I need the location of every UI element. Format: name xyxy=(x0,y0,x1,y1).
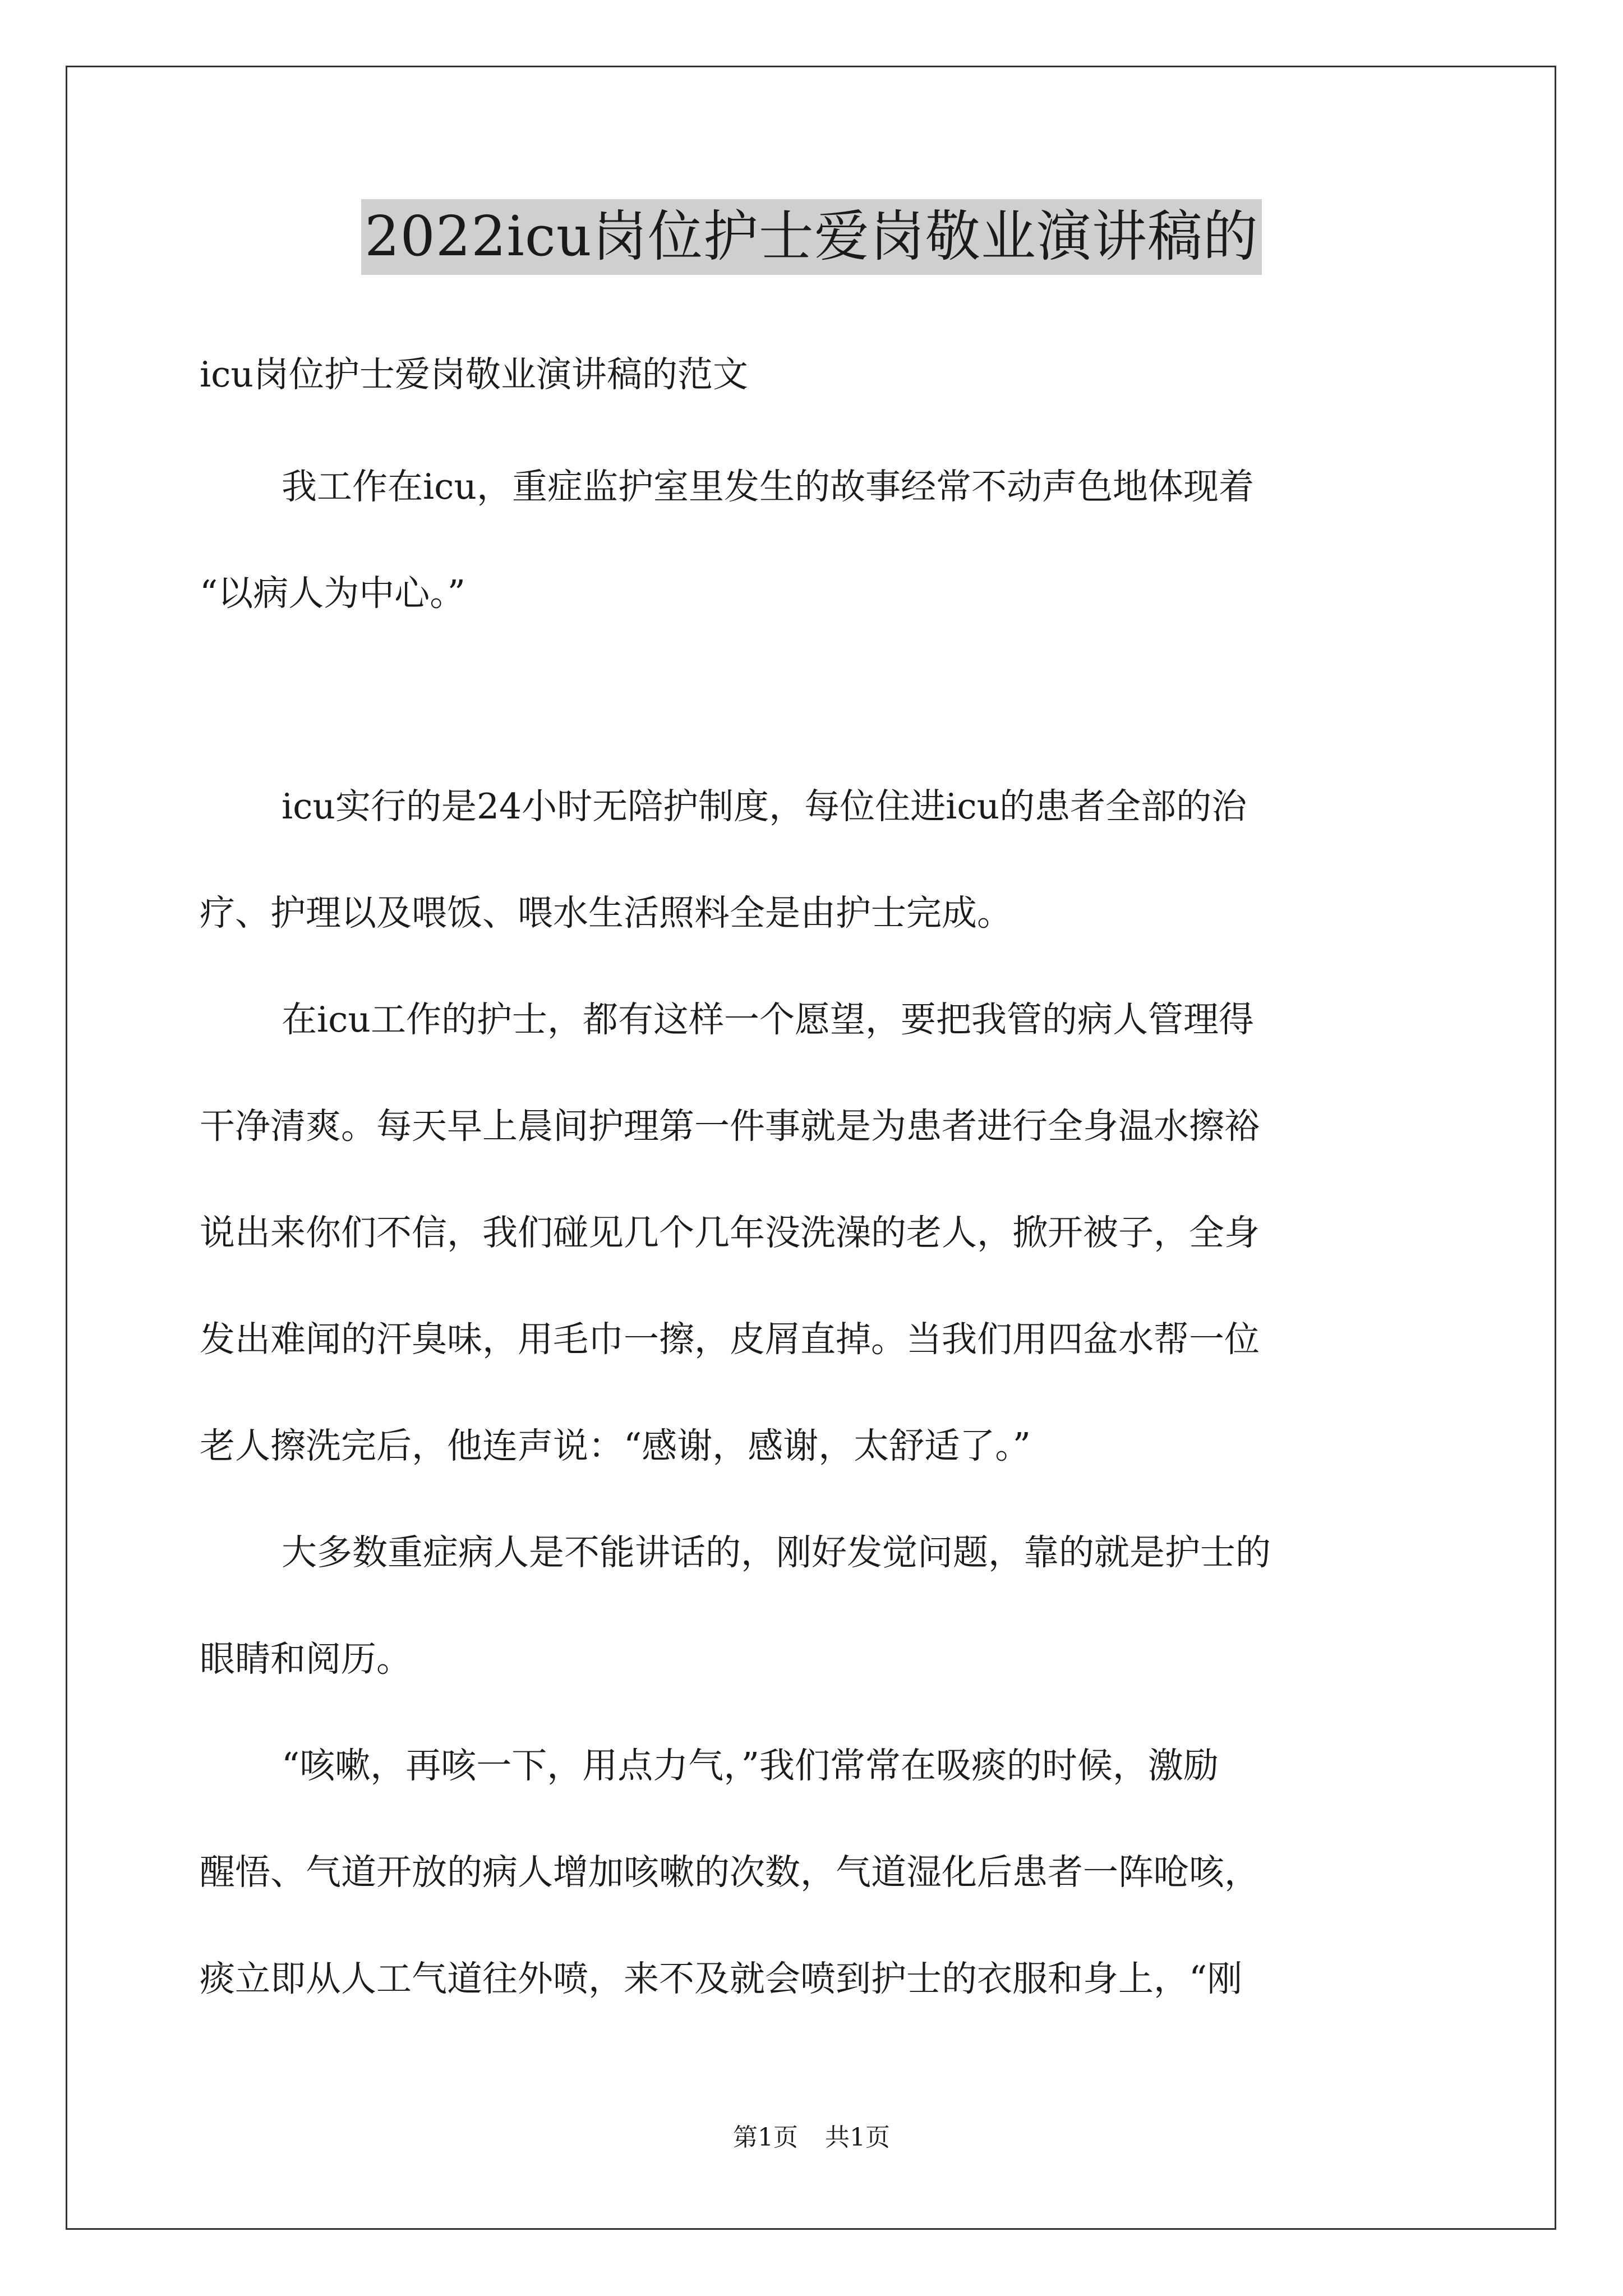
document-subtitle: icu岗位护士爱岗敬业演讲稿的范文 xyxy=(200,355,749,394)
page-footer xyxy=(0,2122,1623,2154)
paragraph-line: “以病人为中心。” xyxy=(200,574,465,613)
paragraph-line: icu实行的是24小时无陪护制度，每位住进icu的患者全部的治 xyxy=(282,787,1247,826)
paragraph-line: 大多数重症病人是不能讲话的，刚好发觉问题，靠的就是护士的 xyxy=(282,1533,1271,1572)
paragraph-line: 痰立即从人工气道往外喷，来不及就会喷到护士的衣服和身上，“刚 xyxy=(200,1959,1243,1999)
paragraph-line: 说出来你们不信，我们碰见几个几年没洗澡的老人，掀开被子，全身 xyxy=(200,1213,1260,1253)
paragraph-line: 在icu工作的护士，都有这样一个愿望，要把我管的病人管理得 xyxy=(282,1000,1255,1039)
document-title: 2022icu岗位护士爱岗敬业演讲稿的 xyxy=(361,199,1262,275)
paragraph-line: 老人擦洗完后，他连声说：“感谢，感谢，太舒适了。” xyxy=(200,1427,1031,1466)
paragraph-line: 发出难闻的汗臭味，用毛巾一擦，皮屑直掉。当我们用四盆水帮一位 xyxy=(200,1320,1260,1359)
paragraph-line: 眼睛和阅历。 xyxy=(200,1640,412,1679)
page-number-total: 共1页 xyxy=(825,2123,890,2152)
paragraph-line: 我工作在icu，重症监护室里发生的故事经常不动声色地体现着 xyxy=(282,467,1255,507)
paragraph-line: 干净清爽。每天早上晨间护理第一件事就是为患者进行全身温水擦裕 xyxy=(200,1107,1260,1146)
page-number-current: 第1页 xyxy=(733,2123,798,2152)
paragraph-line: 疗、护理以及喂饭、喂水生活照料全是由护士完成。 xyxy=(200,894,1012,933)
paragraph-line: 醒悟、气道开放的病人增加咳嗽的次数，气道湿化后患者一阵呛咳， xyxy=(200,1853,1260,1892)
paragraph-line: “咳嗽，再咳一下，用点力气，”我们常常在吸痰的时候，激励 xyxy=(282,1746,1219,1786)
title-container xyxy=(0,199,1623,275)
